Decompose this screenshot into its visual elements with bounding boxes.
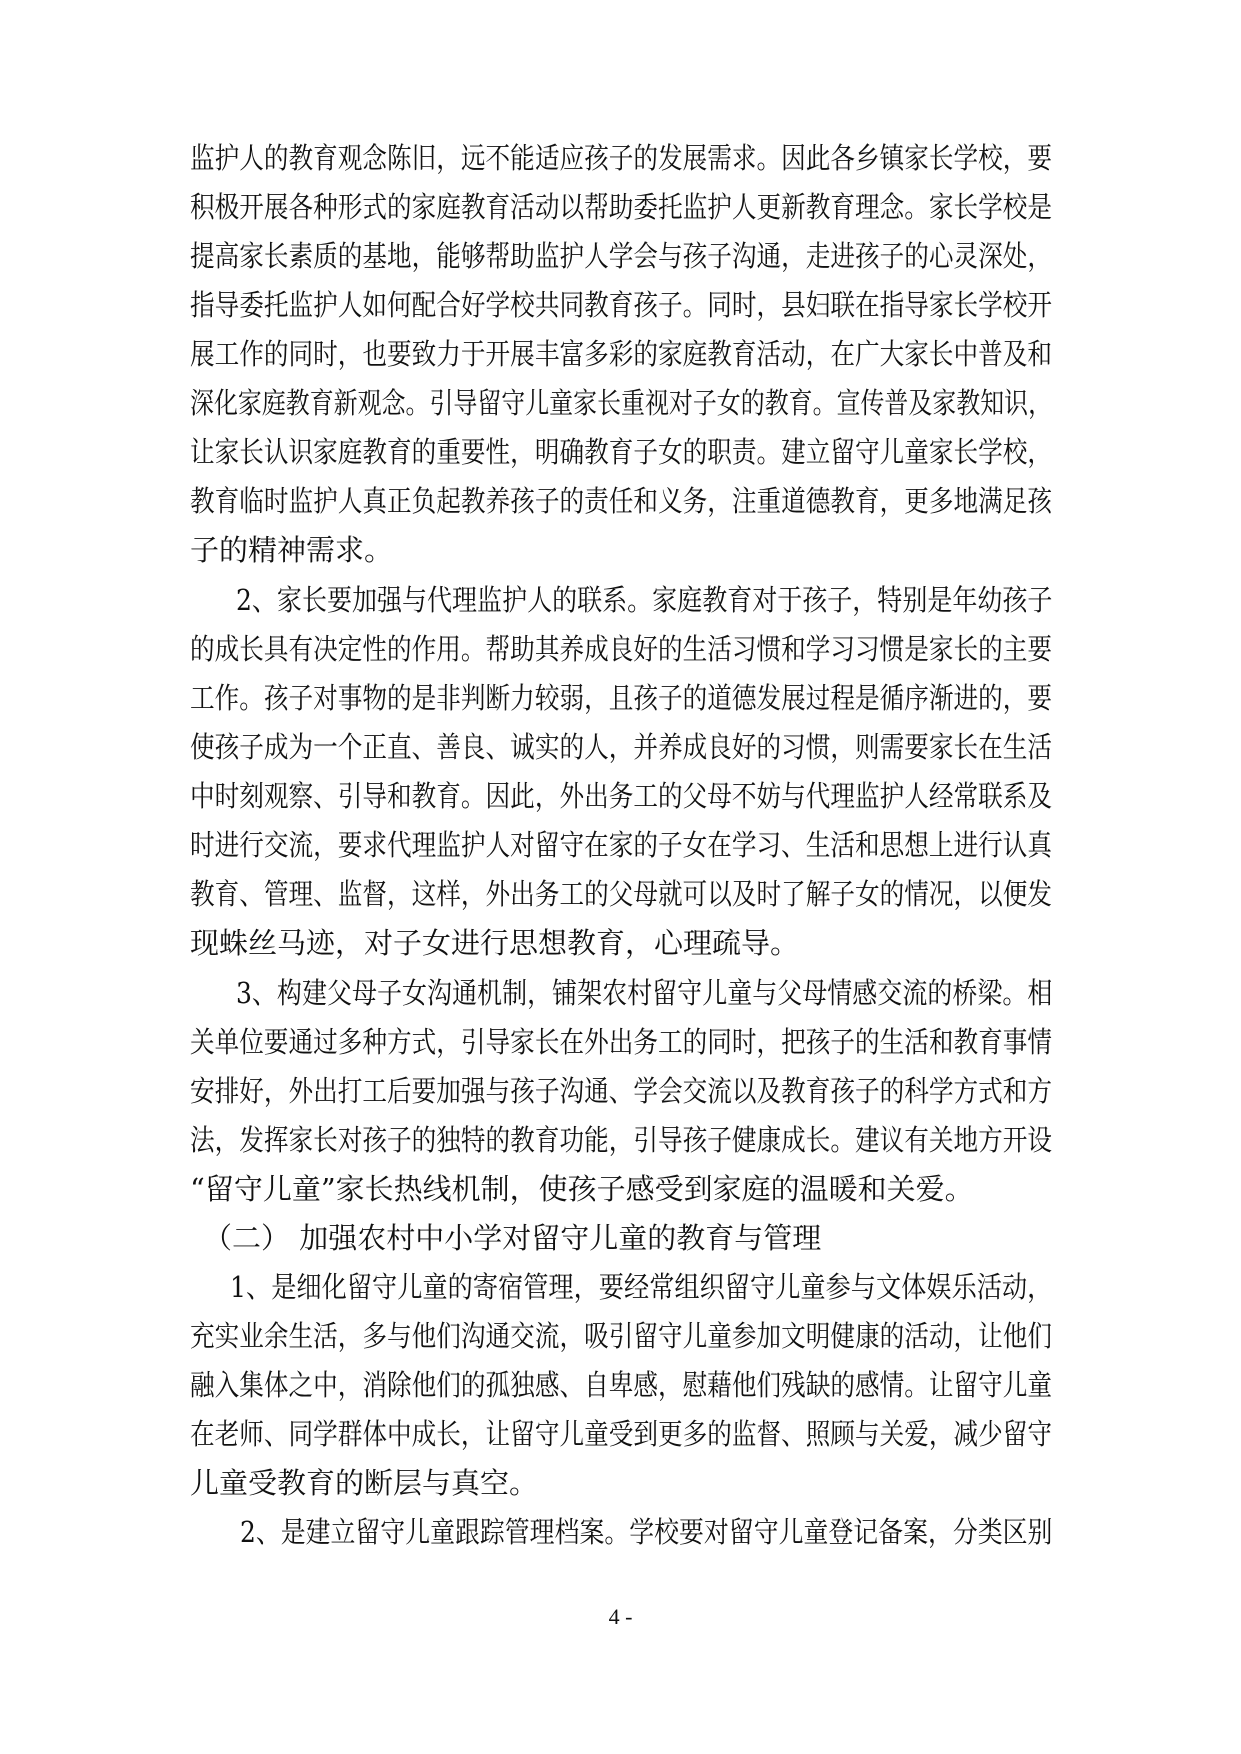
text-line: 时进行交流，要求代理监护人对留守在家的子女在学习、生活和思想上进行认真 xyxy=(190,828,1053,862)
page-number: 4 - xyxy=(608,1604,633,1629)
text-line: 子的精神需求。 xyxy=(190,533,394,567)
text-line: 使孩子成为一个正直、善良、诚实的人，并养成良好的习惯，则需要家长在生活 xyxy=(190,730,1053,764)
text-line: 现蛛丝马迹，对子女进行思想教育，心理疏导。 xyxy=(190,926,800,960)
text-line: 展工作的同时，也要致力于开展丰富多彩的家庭教育活动，在广大家长中普及和 xyxy=(190,337,1053,371)
text-line: 教育、管理、监督，这样，外出务工的父母就可以及时了解子女的情况，以便发 xyxy=(190,877,1053,911)
text-line: 深化家庭教育新观念。引导留守儿童家长重视对子女的教育。宣传普及家教知识， xyxy=(190,386,1053,420)
text-line: 监护人的教育观念陈旧，远不能适应孩子的发展需求。因此各乡镇家长学校，要 xyxy=(190,141,1053,175)
text-line: 教育临时监护人真正负起教养孩子的责任和义务，注重道德教育，更多地满足孩 xyxy=(190,484,1053,518)
text-line: 在老师、同学群体中成长，让留守儿童受到更多的监督、照顾与关爱，减少留守 xyxy=(190,1417,1053,1451)
text-line: 充实业余生活，多与他们沟通交流，吸引留守儿童参加文明健康的活动，让他们 xyxy=(190,1319,1053,1353)
text-line: 关单位要通过多种方式，引导家长在外出务工的同时，把孩子的生活和教育事情 xyxy=(190,1025,1053,1059)
section-heading: （二） 加强农村中小学对留守儿童的教育与管理 xyxy=(203,1221,822,1255)
text-line: 指导委托监护人如何配合好学校共同教育孩子。同时，县妇联在指导家长学校开 xyxy=(190,288,1053,322)
text-line: 让家长认识家庭教育的重要性，明确教育子女的职责。建立留守儿童家长学校， xyxy=(190,435,1053,469)
paragraph-heading-line: 1、是细化留守儿童的寄宿管理，要经常组织留守儿童参与文体娱乐活动， xyxy=(230,1270,1053,1304)
text-line: 法，发挥家长对孩子的独特的教育功能，引导孩子健康成长。建议有关地方开设 xyxy=(190,1123,1053,1157)
text-line: “留守儿童”家长热线机制，使孩子感受到家庭的温暖和关爱。 xyxy=(190,1172,974,1206)
text-line: 安排好，外出打工后要加强与孩子沟通、学会交流以及教育孩子的科学方式和方 xyxy=(190,1074,1053,1108)
paragraph-heading-line: 2、是建立留守儿童跟踪管理档案。学校要对留守儿童登记备案，分类区别 xyxy=(240,1515,1053,1549)
text-line: 儿童受教育的断层与真空。 xyxy=(190,1466,539,1500)
paragraph-heading-line: 2、家长要加强与代理监护人的联系。家庭教育对于孩子，特别是年幼孩子 xyxy=(236,583,1053,617)
text-line: 积极开展各种形式的家庭教育活动以帮助委托监护人更新教育理念。家长学校是 xyxy=(190,190,1053,224)
text-line: 提高家长素质的基地，能够帮助监护人学会与孩子沟通，走进孩子的心灵深处， xyxy=(190,239,1053,273)
text-line: 中时刻观察、引导和教育。因此，外出务工的父母不妨与代理监护人经常联系及 xyxy=(190,779,1053,813)
text-line: 的成长具有决定性的作用。帮助其养成良好的生活习惯和学习习惯是家长的主要 xyxy=(190,632,1053,666)
text-line: 工作。孩子对事物的是非判断力较弱，且孩子的道德发展过程是循序渐进的，要 xyxy=(190,681,1053,715)
paragraph-heading-line: 3、构建父母子女沟通机制，铺架农村留守儿童与父母情感交流的桥梁。相 xyxy=(236,976,1053,1010)
text-line: 融入集体之中，消除他们的孤独感、自卑感，慰藉他们残缺的感情。让留守儿童 xyxy=(190,1368,1053,1402)
